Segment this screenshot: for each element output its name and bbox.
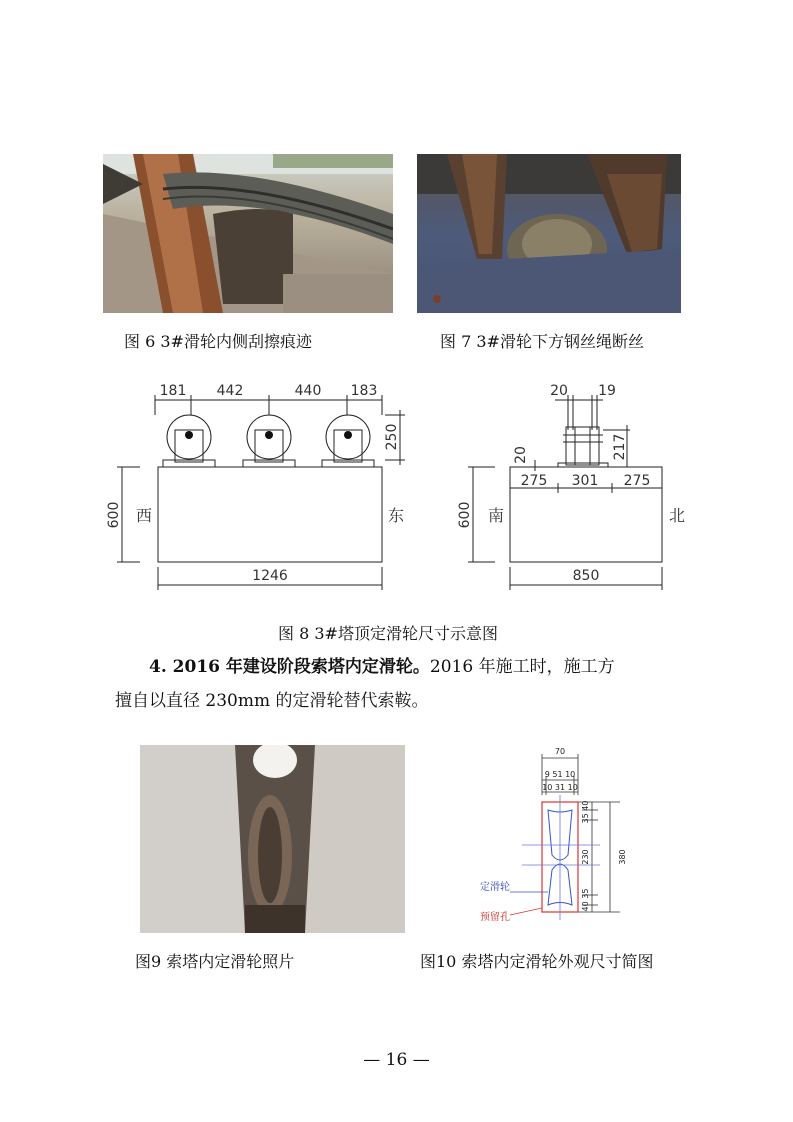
dim-230: 230 xyxy=(581,849,590,865)
dim-600-left: 600 xyxy=(106,501,122,529)
dim-10-31-10: 10 31 10 xyxy=(542,783,578,792)
dim-850: 850 xyxy=(572,568,600,584)
figure-7-caption: 图 7 3#滑轮下方钢丝绳断丝 xyxy=(440,332,644,351)
dim-301: 301 xyxy=(571,473,599,489)
dim-440: 440 xyxy=(294,383,322,399)
dim-40-35: 40 35 xyxy=(581,888,590,912)
dim-275-left: 275 xyxy=(520,473,548,489)
dim-20-side: 20 xyxy=(513,446,529,464)
figure-10-drawing xyxy=(470,740,650,925)
dim-1246: 1246 xyxy=(252,568,288,584)
dim-600-right: 600 xyxy=(457,501,473,529)
dim-9-51-10: 9 51 10 xyxy=(544,770,576,779)
dim-380: 380 xyxy=(618,849,627,865)
figure-8-left-drawing xyxy=(100,375,420,595)
figure-6-caption: 图 6 3#滑轮内侧刮擦痕迹 xyxy=(124,332,312,351)
label-north: 北 xyxy=(668,506,686,525)
paragraph-line2: 擅自以直径 230mm 的定滑轮替代索鞍。 xyxy=(115,691,429,711)
dim-70: 70 xyxy=(554,747,566,756)
label-south: 南 xyxy=(487,506,505,525)
section-paragraph xyxy=(115,650,700,718)
label-east: 东 xyxy=(387,506,405,525)
paragraph-line1: 2016 年施工时，施工方 xyxy=(429,657,615,677)
dim-181: 181 xyxy=(159,383,187,399)
dim-183: 183 xyxy=(350,383,378,399)
page-number: — 16 — xyxy=(363,1050,430,1070)
dim-217: 217 xyxy=(612,433,628,461)
figure-9-caption: 图9 索塔内定滑轮照片 xyxy=(135,952,295,971)
label-reserved-hole: 预留孔 xyxy=(480,912,510,923)
figure-7-photo xyxy=(417,154,681,313)
label-pulley: 定滑轮 xyxy=(480,882,510,893)
dim-275-right: 275 xyxy=(623,473,651,489)
figure-9-photo xyxy=(140,745,405,933)
figure-10-caption: 图10 索塔内定滑轮外观尺寸简图 xyxy=(420,952,654,971)
dim-20-top: 20 xyxy=(550,383,568,399)
dim-442: 442 xyxy=(216,383,244,399)
dim-19-top: 19 xyxy=(598,383,616,399)
label-west: 西 xyxy=(135,506,153,525)
section-heading: 4. 2016 年建设阶段索塔内定滑轮。 xyxy=(149,657,430,677)
figure-8-right-drawing xyxy=(455,375,705,595)
figure-6-photo xyxy=(103,154,393,313)
dim-35-40: 35 40 xyxy=(581,800,590,824)
dim-250: 250 xyxy=(384,423,400,451)
figure-8-caption: 图 8 3#塔顶定滑轮尺寸示意图 xyxy=(278,624,498,643)
